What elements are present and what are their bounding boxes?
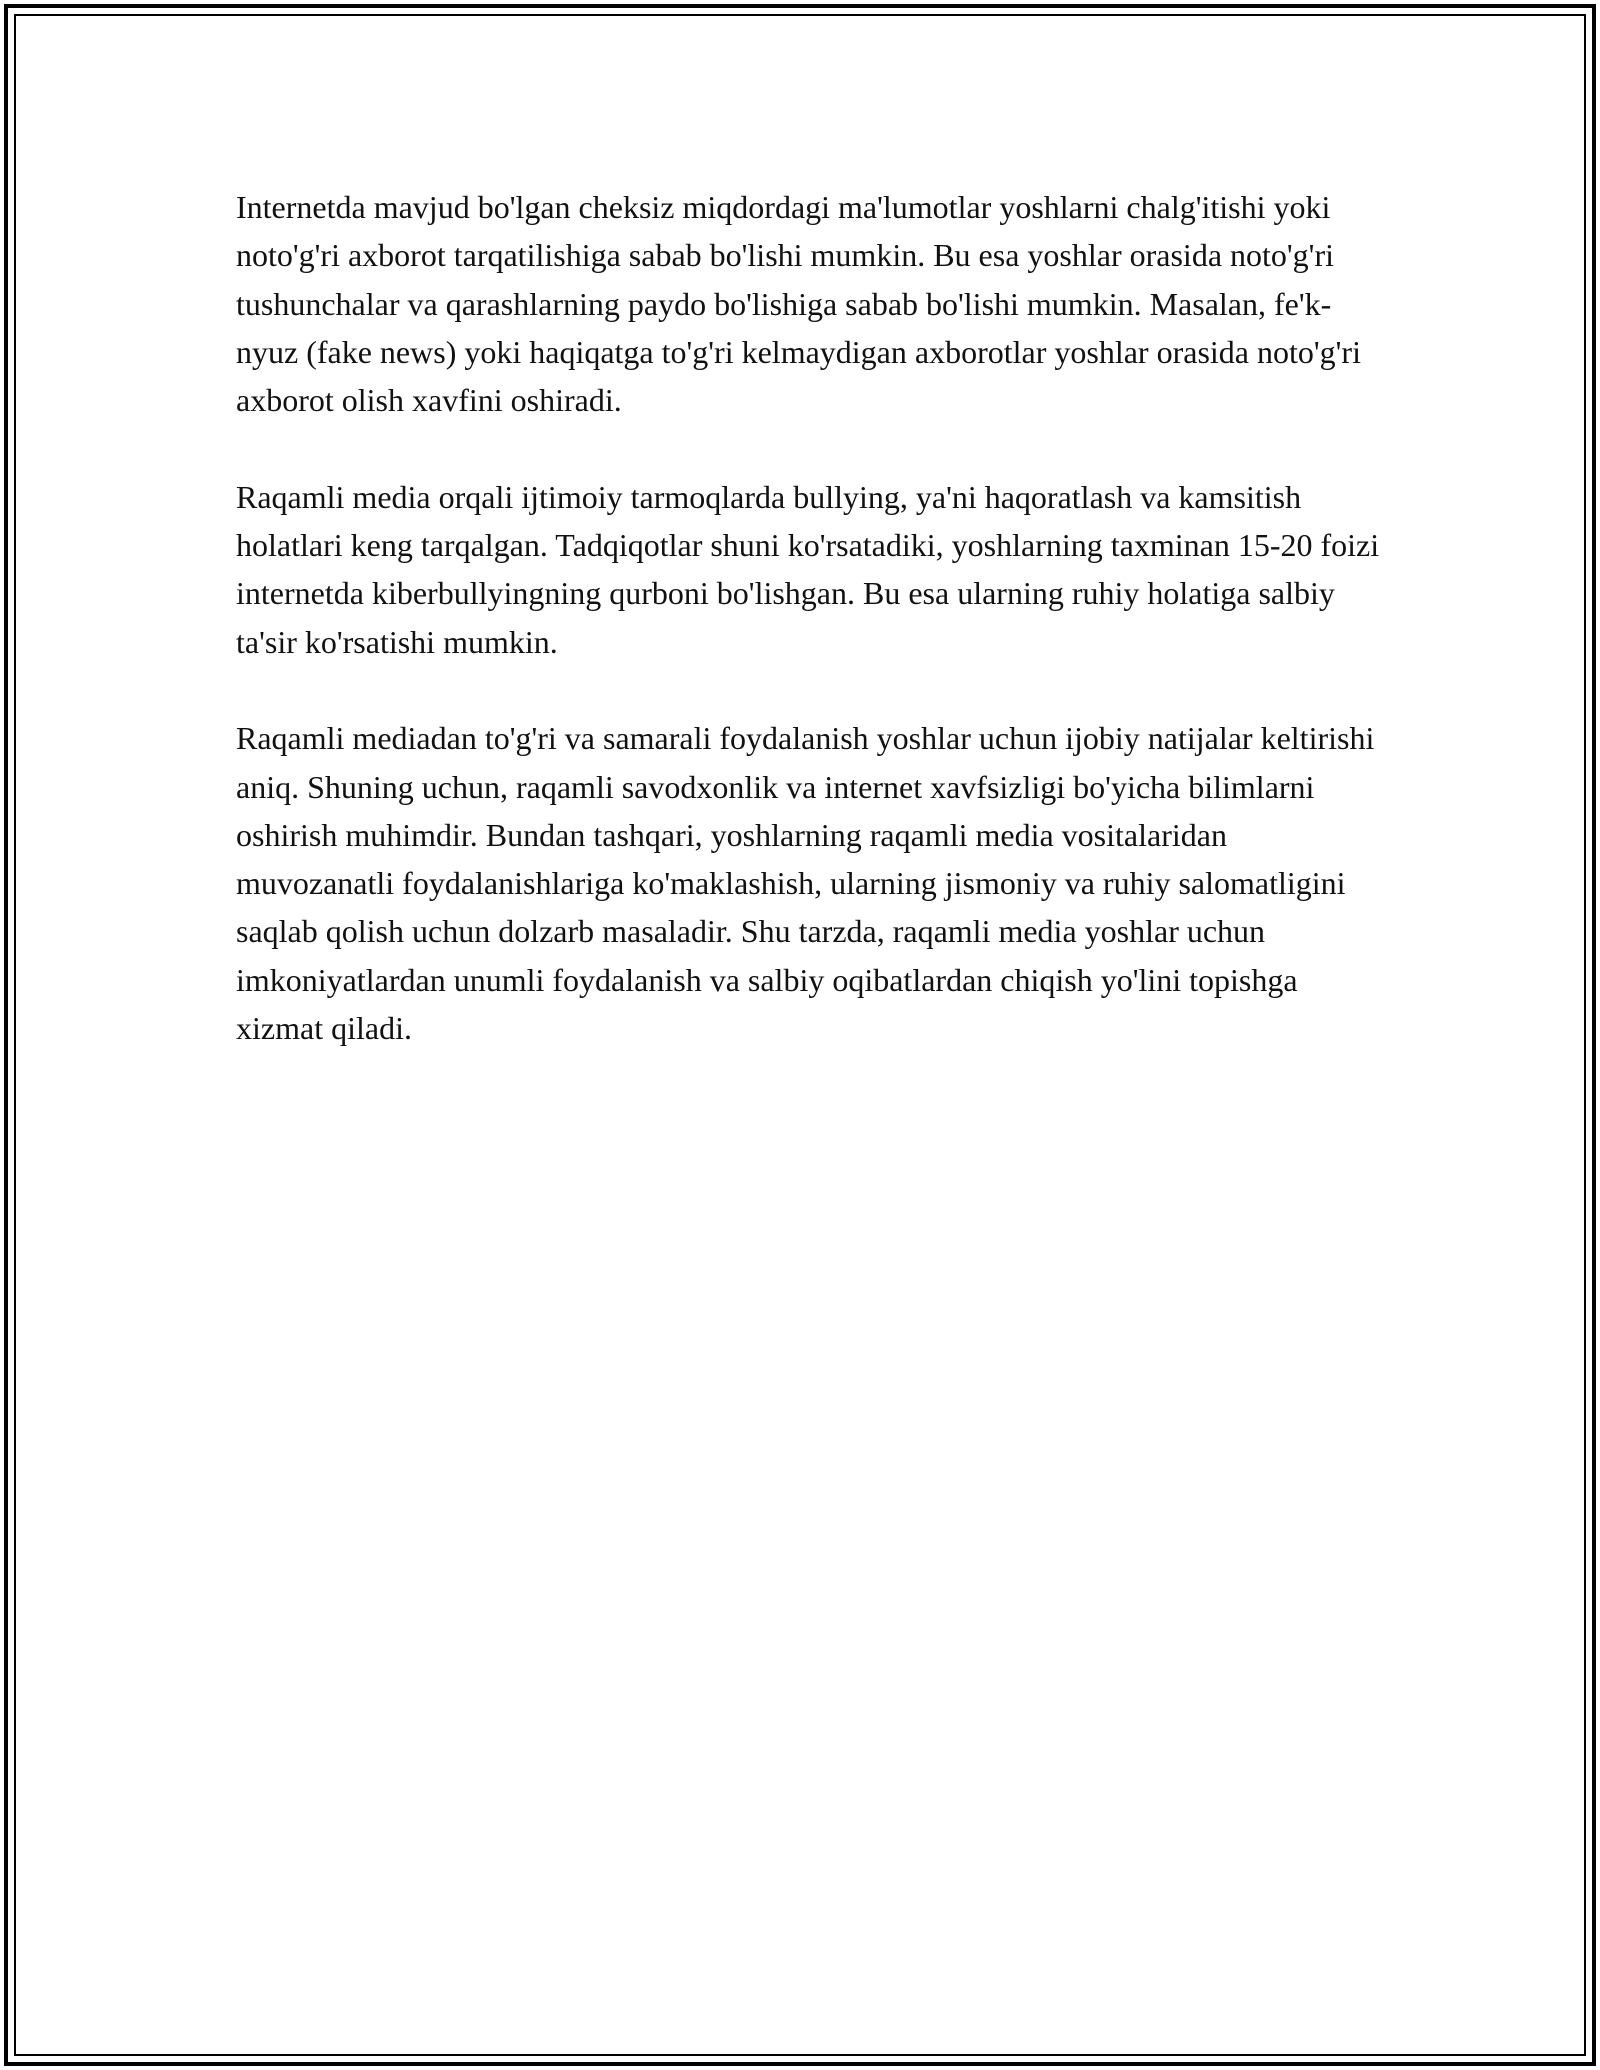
- paragraph-cyberbullying: Raqamli media orqali ijtimoiy tarmoqlarda bullying, ya'ni haqoratlash va kamsitish holatlari keng tarqalgan. Tadqiqotlar shuni ko'rsatadiki, yoshlarning taxminan 15-20 foizi internetda kiberbullyingning qurboni bo'lishgan. Bu esa ularning ruhiy holatiga salbiy ta'sir ko'rsatishi mumkin.: [236, 478, 1380, 660]
- document-body: [236, 183, 1386, 1101]
- paragraph-conclusion: Raqamli mediadan to'g'ri va samarali foydalanish yoshlar uchun ijobiy natijalar keltirishi aniq. Shuning uchun, raqamli savodxonlik va internet xavfsizligi bo'yicha bilimlarni oshirish muhimdir. Bundan tashqari, yoshlarning raqamli media vositalaridan muvozanatli foydalanishlariga ko'maklashish, ularning jismoniy va ruhiy salomatligini saqlab qolish uchun dolzarb masaladir. Shu tarzda, raqamli media yoshlar uchun imkoniyatlardan unumli foydalanish va salbiy oqibatlardan chiqish yo'lini topishga xizmat qiladi.: [236, 720, 1375, 1047]
- paragraph-misinformation: Internetda mavjud bo'lgan cheksiz miqdordagi ma'lumotlar yoshlarni chalg'itishi yoki noto'g'ri axborot tarqatilishiga sabab bo'lishi mumkin. Bu esa yoshlar orasida noto'g'ri tushunchalar va qarashlarning paydo bo'lishiga sabab bo'lishi mumkin. Masalan, fe'k-nyuz (fake news) yoki haqiqatga to'g'ri kelmaydigan axborotlar yoshlar orasida noto'g'ri axborot olish xavfini oshiradi.: [236, 189, 1361, 419]
